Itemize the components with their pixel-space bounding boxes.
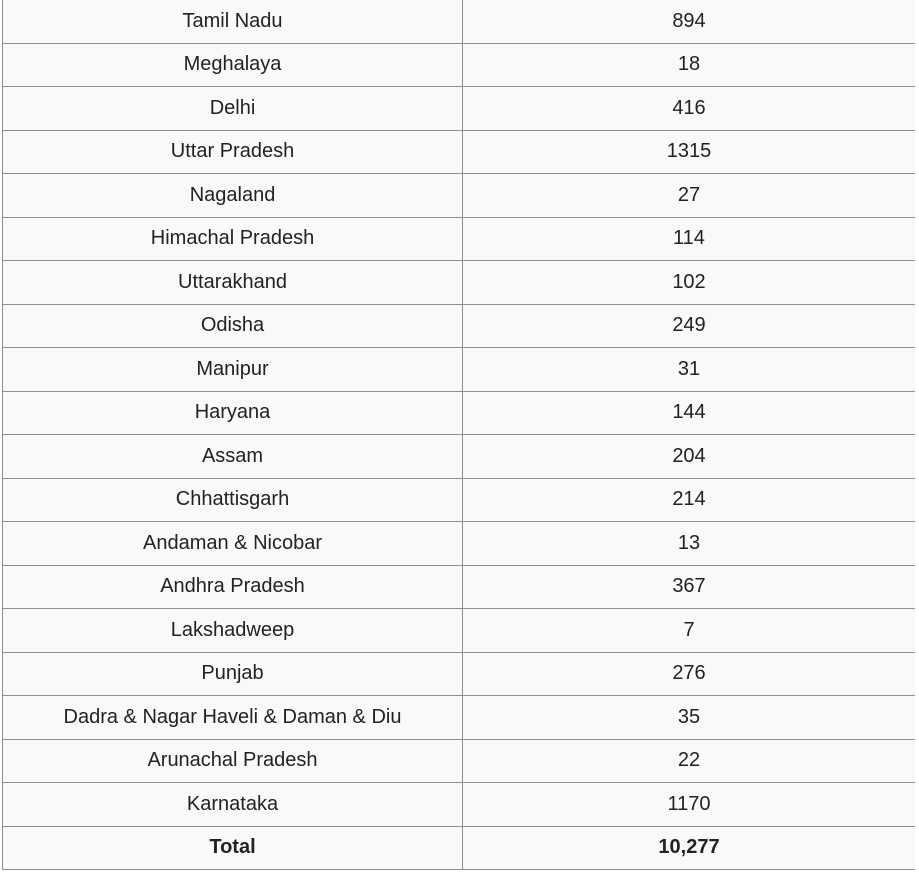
table-row: [3, 739, 916, 783]
state-cell: Lakshadweep: [3, 609, 463, 653]
value-cell: 416: [463, 87, 916, 131]
value-cell: 114: [463, 217, 916, 261]
value-cell: 214: [463, 478, 916, 522]
state-cell: Dadra & Nagar Haveli & Daman & Diu: [3, 696, 463, 740]
table-row: [3, 87, 916, 131]
value-cell: 13: [463, 522, 916, 566]
value-cell: 31: [463, 348, 916, 392]
state-cell: Haryana: [3, 391, 463, 435]
value-cell: 894: [463, 0, 916, 43]
value-cell: 18: [463, 43, 916, 87]
table-row: [3, 261, 916, 305]
state-cell: Manipur: [3, 348, 463, 392]
table-row: [3, 348, 916, 392]
state-cell: Odisha: [3, 304, 463, 348]
value-cell: 276: [463, 652, 916, 696]
table-row: [3, 43, 916, 87]
table-row: [3, 0, 916, 43]
value-cell: 27: [463, 174, 916, 218]
state-cell: Meghalaya: [3, 43, 463, 87]
state-cell: Uttarakhand: [3, 261, 463, 305]
table-body: [3, 0, 916, 870]
table-row: [3, 783, 916, 827]
value-cell: 1315: [463, 130, 916, 174]
total-value-cell: 10,277: [463, 826, 916, 870]
value-cell: 102: [463, 261, 916, 305]
state-cell: Nagaland: [3, 174, 463, 218]
state-cell: Andhra Pradesh: [3, 565, 463, 609]
state-cell: Delhi: [3, 87, 463, 131]
state-cell: Tamil Nadu: [3, 0, 463, 43]
state-cell: Uttar Pradesh: [3, 130, 463, 174]
table-row: [3, 478, 916, 522]
table-row: [3, 130, 916, 174]
value-cell: 1170: [463, 783, 916, 827]
state-cell: Himachal Pradesh: [3, 217, 463, 261]
table-row: [3, 217, 916, 261]
value-cell: 35: [463, 696, 916, 740]
state-cell: Assam: [3, 435, 463, 479]
table-row: [3, 522, 916, 566]
table-row: [3, 652, 916, 696]
value-cell: 249: [463, 304, 916, 348]
table-row: [3, 174, 916, 218]
state-cell: Punjab: [3, 652, 463, 696]
table-row: [3, 304, 916, 348]
table-row: [3, 696, 916, 740]
state-count-table: [2, 0, 916, 870]
table-row: [3, 435, 916, 479]
state-cell: Karnataka: [3, 783, 463, 827]
table-row: [3, 391, 916, 435]
state-cell: Andaman & Nicobar: [3, 522, 463, 566]
value-cell: 204: [463, 435, 916, 479]
total-row: [3, 826, 916, 870]
value-cell: 367: [463, 565, 916, 609]
state-count-table-container: [2, 0, 915, 870]
table-row: [3, 609, 916, 653]
value-cell: 7: [463, 609, 916, 653]
value-cell: 22: [463, 739, 916, 783]
total-label-cell: Total: [3, 826, 463, 870]
state-cell: Chhattisgarh: [3, 478, 463, 522]
value-cell: 144: [463, 391, 916, 435]
table-row: [3, 565, 916, 609]
state-cell: Arunachal Pradesh: [3, 739, 463, 783]
page-right-margin: [915, 0, 919, 876]
